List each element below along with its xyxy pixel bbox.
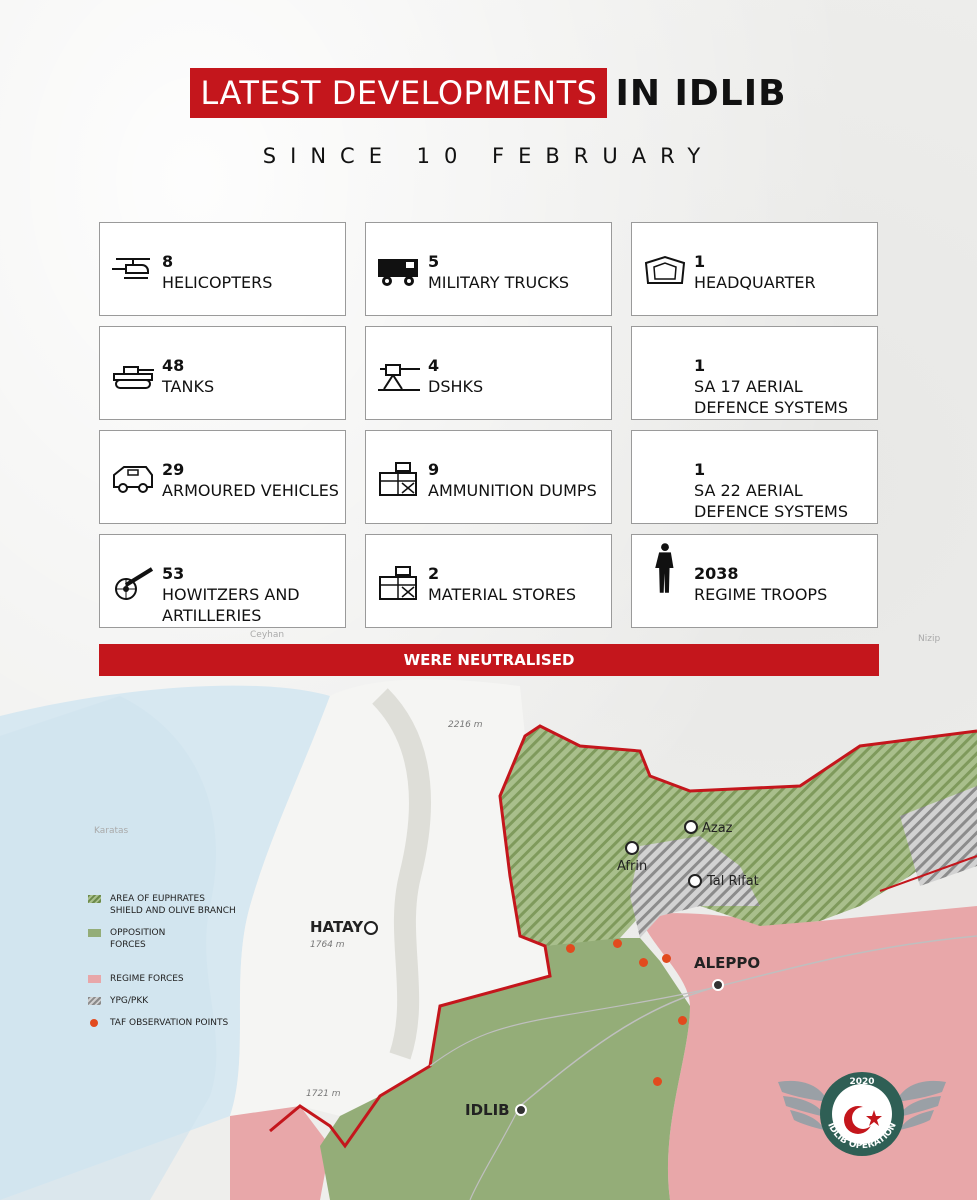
observation-point bbox=[613, 939, 622, 948]
city-marker-azaz bbox=[684, 820, 698, 834]
stat-card bbox=[631, 326, 878, 420]
orange-dot-icon bbox=[90, 1019, 98, 1027]
stat-label: SA 22 AERIAL DEFENCE SYSTEMS bbox=[694, 481, 849, 521]
observation-point bbox=[566, 944, 575, 953]
elevation-label: 1721 m bbox=[306, 1089, 341, 1099]
stat-card bbox=[99, 326, 346, 420]
stat-number: 1 bbox=[694, 460, 706, 479]
city-marker-aleppo bbox=[712, 979, 724, 991]
map-legend bbox=[86, 893, 246, 1039]
observation-point bbox=[662, 954, 671, 963]
stat-label: REGIME TROOPS bbox=[694, 585, 828, 604]
legend-item-ypg-pkk: YPG/PKK bbox=[86, 995, 246, 1007]
pink-swatch-icon bbox=[88, 975, 101, 983]
stat-number: 1 bbox=[694, 252, 706, 271]
stat-card bbox=[365, 222, 612, 316]
stat-number: 8 bbox=[162, 252, 174, 271]
stat-number: 2038 bbox=[694, 564, 739, 583]
emblem-text: IDLIB OPERATION bbox=[825, 1121, 899, 1152]
stat-label: DSHKS bbox=[428, 377, 484, 396]
stat-card bbox=[365, 326, 612, 420]
stat-number: 5 bbox=[428, 252, 440, 271]
city-marker-hatay bbox=[364, 921, 378, 935]
page-title bbox=[0, 68, 977, 118]
legend-item-opposition: OPPOSITION FORCES bbox=[86, 927, 200, 951]
machine-gun-icon bbox=[376, 357, 422, 393]
stat-label: HEADQUARTER bbox=[694, 273, 816, 292]
legend-item-regime: REGIME FORCES bbox=[86, 973, 246, 985]
stat-card bbox=[365, 430, 612, 524]
stat-card bbox=[99, 222, 346, 316]
stat-number: 29 bbox=[162, 460, 185, 479]
observation-point bbox=[639, 958, 648, 967]
stat-label: ARMOURED VEHICLES bbox=[162, 481, 339, 500]
background-place-label: Karatas bbox=[94, 826, 129, 836]
title-rest: IN IDLIB bbox=[615, 72, 787, 114]
stats-grid bbox=[99, 222, 879, 628]
legend-item-observation-points: TAF OBSERVATION POINTS bbox=[86, 1017, 246, 1029]
stat-card bbox=[631, 430, 878, 524]
stat-label: SA 17 AERIAL DEFENCE SYSTEMS bbox=[694, 377, 849, 417]
stat-card bbox=[631, 222, 878, 316]
stat-label: MILITARY TRUCKS bbox=[428, 273, 570, 292]
stat-number: 9 bbox=[428, 460, 440, 479]
stat-label: AMMUNITION DUMPS bbox=[428, 481, 597, 500]
stat-number: 1 bbox=[694, 356, 706, 375]
howitzer-icon bbox=[110, 565, 156, 601]
stat-number: 4 bbox=[428, 356, 440, 375]
stat-number: 48 bbox=[162, 356, 185, 375]
background-place-label: Ceyhan bbox=[250, 630, 285, 640]
headquarter-icon bbox=[642, 253, 688, 289]
stat-label: TANKS bbox=[162, 377, 215, 396]
elevation-label: 1764 m bbox=[310, 940, 345, 950]
stat-card bbox=[365, 534, 612, 628]
title-highlight: LATEST DEVELOPMENTS bbox=[190, 68, 607, 118]
city-label-aleppo: ALEPPO bbox=[694, 954, 761, 972]
city-label-afrin: Afrin bbox=[617, 859, 648, 874]
stat-number: 53 bbox=[162, 564, 185, 583]
city-label-azaz: Azaz bbox=[702, 821, 733, 836]
hatched-green-swatch-icon bbox=[88, 895, 101, 903]
subtitle: SINCE 10 FEBRUARY bbox=[262, 144, 715, 168]
stat-card bbox=[99, 534, 346, 628]
material-store-icon bbox=[376, 565, 422, 601]
emblem-year: 2020 bbox=[849, 1077, 875, 1087]
background-place-label: Nizip bbox=[918, 634, 941, 644]
city-label-tal-rifat: Tal Rifat bbox=[707, 874, 759, 889]
neutralised-banner: WERE NEUTRALISED bbox=[99, 644, 879, 676]
city-label-idlib: IDLIB bbox=[465, 1101, 510, 1119]
stat-card bbox=[99, 430, 346, 524]
stat-label: MATERIAL STORES bbox=[428, 585, 577, 604]
stat-card bbox=[631, 534, 878, 628]
city-marker-idlib bbox=[515, 1104, 527, 1116]
city-marker-afrin bbox=[625, 841, 639, 855]
idlib-operation-emblem-icon bbox=[778, 1062, 946, 1172]
observation-point bbox=[653, 1077, 662, 1086]
stat-label: HOWITZERS AND ARTILLERIES bbox=[162, 585, 300, 625]
stat-number: 2 bbox=[428, 564, 440, 583]
stat-label: HELICOPTERS bbox=[162, 273, 273, 292]
tank-icon bbox=[110, 357, 156, 393]
city-label-hatay: HATAY bbox=[310, 918, 364, 936]
observation-point bbox=[678, 1016, 687, 1025]
green-swatch-icon bbox=[88, 929, 101, 937]
hatched-grey-swatch-icon bbox=[88, 997, 101, 1005]
helicopter-icon bbox=[110, 253, 156, 289]
legend-item-euphrates-shield: AREA OF EUPHRATES SHIELD AND OLIVE BRANCH bbox=[86, 893, 240, 917]
ammunition-dump-icon bbox=[376, 461, 422, 497]
city-marker-tal-rifat bbox=[688, 874, 702, 888]
military-truck-icon bbox=[376, 253, 422, 289]
armoured-vehicle-icon bbox=[110, 461, 156, 497]
soldier-icon bbox=[650, 553, 696, 589]
elevation-label: 2216 m bbox=[448, 720, 483, 730]
